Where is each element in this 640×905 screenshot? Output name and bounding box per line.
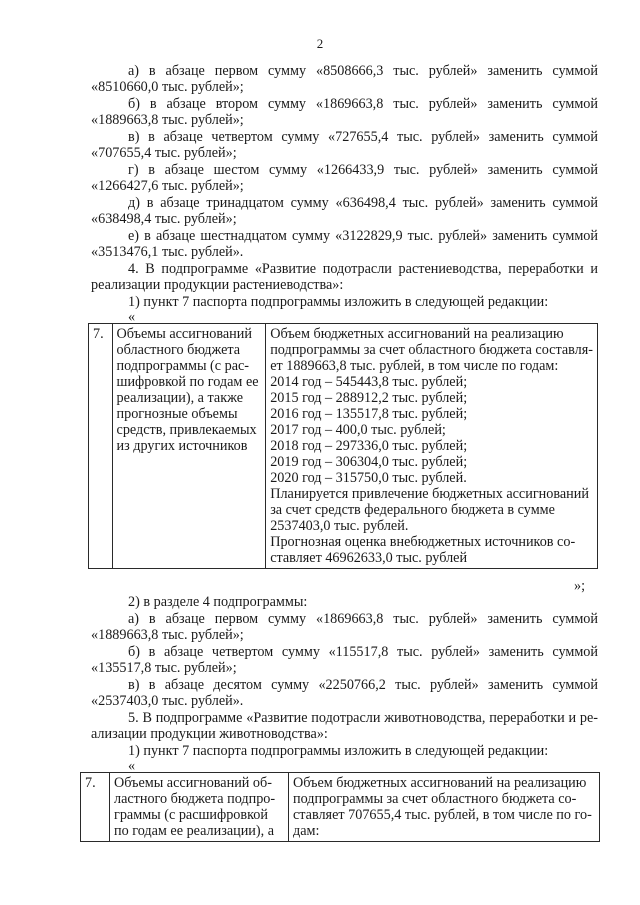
row-number: 7. xyxy=(85,775,96,791)
right-line: 2018 год – 297336,0 тыс. рублей; xyxy=(270,438,468,454)
right-line: 2014 год – 545443,8 тыс. рублей; xyxy=(270,374,468,390)
right-line: 2020 год – 315750,0 тыс. рублей. xyxy=(270,470,467,486)
right-cell xyxy=(266,324,598,569)
item-b-v-line-1: в) в абзаце десятом сумму «2250766,2 тыс. рублей» заменить суммой xyxy=(128,677,598,693)
item-a-line-2: «8510660,0 тыс. рублей»; xyxy=(91,79,244,95)
close-quote: »; xyxy=(574,578,586,594)
page-number: 2 xyxy=(316,36,324,51)
left-line: прогнозные объемы xyxy=(116,406,238,422)
left-line: средств, привлекаемых xyxy=(116,422,257,438)
table-row xyxy=(81,773,600,842)
item-g-line-2: «1266427,6 тыс. рублей»; xyxy=(91,178,244,194)
right-line: Прогнозная оценка внебюджетных источников со- xyxy=(270,534,576,550)
item-b-line-1: б) в абзаце втором сумму «1869663,8 тыс. рублей» заменить суммой xyxy=(128,96,598,112)
right-line: подпрограммы за счет областного бюджета составля- xyxy=(270,342,593,358)
right-line: Объем бюджетных ассигнований на реализацию xyxy=(270,326,564,342)
para-4-subitem-2: 2) в разделе 4 подпрограммы: xyxy=(128,594,308,610)
para-4-line-1: 4. В подпрограмме «Развитие подотрасли растениеводства, переработки и xyxy=(128,261,598,277)
right-line: ставляет 707655,4 тыс. рублей, в том числе по го- xyxy=(293,807,592,823)
left-cell xyxy=(110,773,289,842)
item-g-line-1: г) в абзаце шестом сумму «1266433,9 тыс. рублей» заменить суммой xyxy=(128,162,598,178)
item-b-a-line-1: а) в абзаце первом сумму «1869663,8 тыс. рублей» заменить суммой xyxy=(128,611,598,627)
right-line: 2019 год – 306304,0 тыс. рублей; xyxy=(270,454,468,470)
item-e-line-1: е) в абзаце шестнадцатом сумму «3122829,9 тыс. рублей» заменить суммой xyxy=(128,228,598,244)
item-a-line-1: а) в абзаце первом сумму «8508666,3 тыс. рублей» заменить суммой xyxy=(128,63,598,79)
left-line: шифровкой по годам ее xyxy=(116,374,259,390)
para-5-line-2: ализации продукции животноводства»: xyxy=(91,726,328,742)
para-4-line-2: реализации продукции растениеводства»: xyxy=(91,277,344,293)
para-5-line-1: 5. В подпрограмме «Развитие подотрасли животноводства, переработки и ре- xyxy=(128,710,598,726)
open-quote-2: « xyxy=(128,758,136,774)
row-number: 7. xyxy=(93,326,104,342)
left-cell xyxy=(112,324,266,569)
left-line: реализации), а также xyxy=(116,390,244,406)
right-line: 2017 год – 400,0 тыс. рублей; xyxy=(270,422,446,438)
left-line: граммы (с расшифровкой xyxy=(114,807,268,823)
table-row xyxy=(89,324,598,569)
passport-table-2 xyxy=(80,772,600,842)
right-line: Объем бюджетных ассигнований на реализацию xyxy=(293,775,587,791)
item-b-v-line-2: «2537403,0 тыс. рублей». xyxy=(91,693,244,709)
left-line: Объемы ассигнований об- xyxy=(114,775,272,791)
item-b-a-line-2: «1889663,8 тыс. рублей»; xyxy=(91,627,244,643)
right-line: 2015 год – 288912,2 тыс. рублей; xyxy=(270,390,468,406)
right-line: подпрограммы за счет областного бюджета со- xyxy=(293,791,577,807)
left-line: по годам ее реализации), а xyxy=(114,823,275,839)
row-number-cell xyxy=(89,324,113,569)
item-d-line-2: «638498,4 тыс. рублей»; xyxy=(91,211,237,227)
para-4-subitem-1: 1) пункт 7 паспорта подпрограммы изложить в следующей редакции: xyxy=(128,294,549,310)
right-line: ет 1889663,8 тыс. рублей, в том числе по годам: xyxy=(270,358,559,374)
open-quote: « xyxy=(128,309,136,325)
right-line: 2537403,0 тыс. рублей. xyxy=(270,518,409,534)
left-line: Объемы ассигнований xyxy=(116,326,252,342)
right-cell xyxy=(289,773,600,842)
passport-table-1 xyxy=(88,323,598,569)
para-5-subitem-1: 1) пункт 7 паспорта подпрограммы изложить в следующей редакции: xyxy=(128,743,549,759)
right-line: ставляет 46962633,0 тыс. рублей xyxy=(270,550,468,566)
item-v-line-2: «707655,4 тыс. рублей»; xyxy=(91,145,237,161)
item-d-line-1: д) в абзаце тринадцатом сумму «636498,4 тыс. рублей» заменить суммой xyxy=(128,195,598,211)
right-line: за счет средств федерального бюджета в сумме xyxy=(270,502,555,518)
right-line: 2016 год – 135517,8 тыс. рублей; xyxy=(270,406,468,422)
item-e-line-2: «3513476,1 тыс. рублей». xyxy=(91,244,244,260)
left-line: из других источников xyxy=(116,438,248,454)
item-b-b-line-1: б) в абзаце четвертом сумму «115517,8 тыс. рублей» заменить суммой xyxy=(128,644,598,660)
item-b-b-line-2: «135517,8 тыс. рублей»; xyxy=(91,660,237,676)
item-v-line-1: в) в абзаце четвертом сумму «727655,4 тыс. рублей» заменить суммой xyxy=(128,129,598,145)
left-line: подпрограммы (с рас- xyxy=(116,358,250,374)
right-line: Планируется привлечение бюджетных ассигнований xyxy=(270,486,589,502)
left-line: областного бюджета xyxy=(116,342,241,358)
row-number-cell xyxy=(81,773,110,842)
left-line: ластного бюджета подпро- xyxy=(114,791,276,807)
right-line: дам: xyxy=(293,823,320,839)
item-b-line-2: «1889663,8 тыс. рублей»; xyxy=(91,112,244,128)
